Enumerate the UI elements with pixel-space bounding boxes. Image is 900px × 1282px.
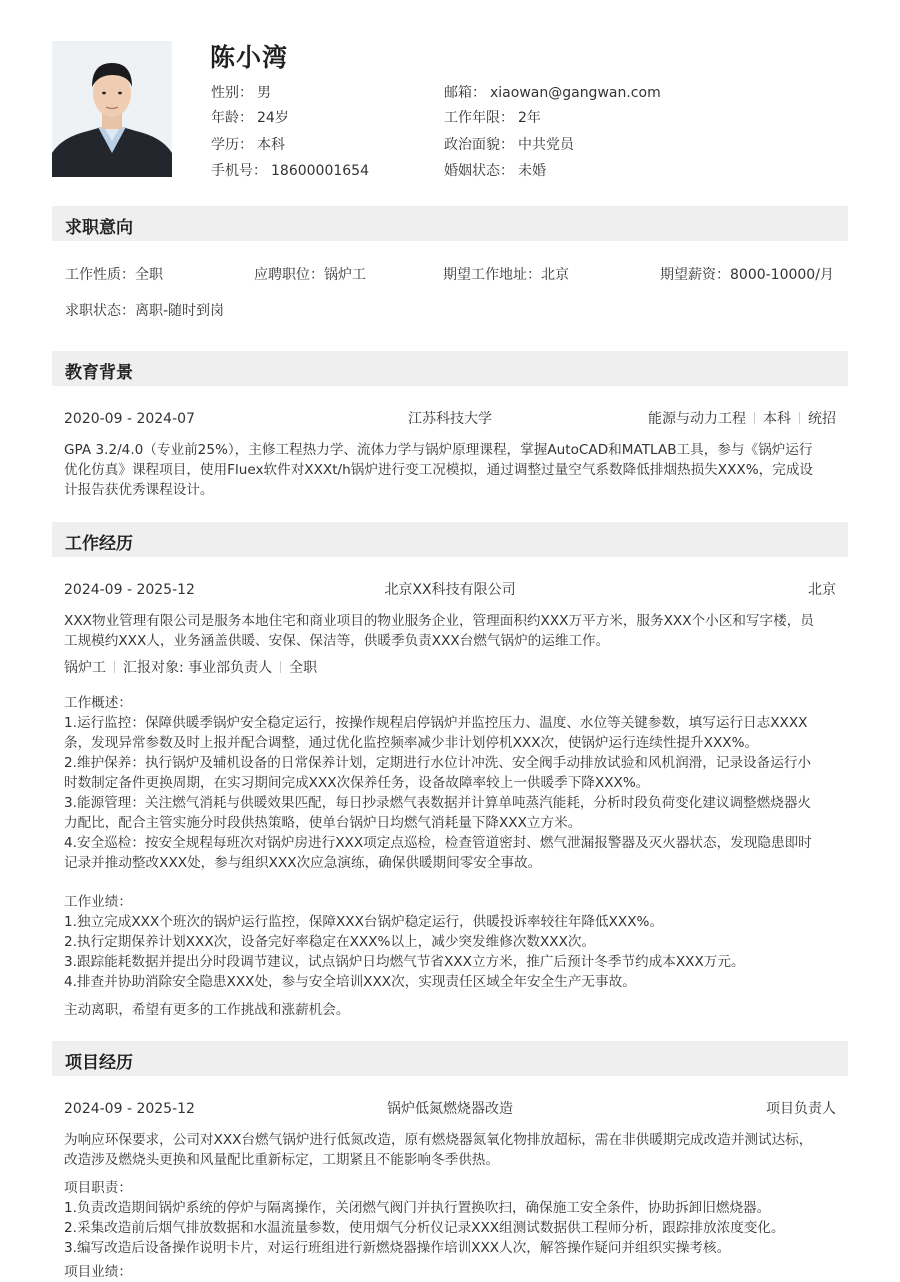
candidate-name: 陈小湾 (210, 43, 289, 72)
work-city: 北京 (808, 582, 836, 598)
info-marital-status: 婚姻状态： 未婚 (444, 163, 546, 179)
info-education: 学历： 本科 (211, 137, 285, 153)
section-project-header (52, 1041, 848, 1076)
education-school: 江苏科技大学 (408, 411, 492, 427)
work-company-intro: XXX物业管理有限公司是服务本地住宅和商业项目的物业服务企业，管理面积约XXX万平方米，服务XXX个小区和写字楼，员 工规模约XXX人，业务涵盖供暖、安保、保洁等，供暖季负责XXX台燃气锅炉的运维工作。 (64, 613, 814, 649)
project-period: 2024-09 - 2025-12 (64, 1101, 195, 1117)
intention-job-type: 工作性质：全职 (65, 267, 163, 283)
info-political-status: 政治面貌： 中共党员 (444, 137, 574, 153)
intention-status: 求职状态：离职-随时到岗 (65, 303, 225, 319)
project-role: 项目负责人 (766, 1101, 836, 1117)
work-achievements: 工作业绩： 1.独立完成XXX个班次的锅炉运行监控，保障XXX台锅炉稳定运行，供暖投诉率较往年降低XXX%。 2.执行定期保养计划XXX次，设备完好率稳定在XXX%以上，减少突发维修次数XXX次。 3.跟踪能耗数据并提出分时段调节建议，试点锅炉日均燃气节省XXX立方米，推广后预计冬季节约成本XXX万元。 4.排查并协助消除安全隐患XXX处，参与安全培训XXX次，实现责任区域全年安全生产无事故。 (64, 894, 745, 990)
section-title: 项目经历 (65, 1053, 133, 1073)
project-intro: 为响应环保要求，公司对XXX台燃气锅炉进行低氮改造，原有燃烧器氮氧化物排放超标，需在非供暖期完成改造并测试达标， 改造涉及燃烧头更换和风量配比重新标定，工期紧且不能影响冬季供热。 (64, 1132, 813, 1168)
info-email: 邮箱： xiaowan@gangwan.com (444, 85, 661, 101)
info-age: 年龄： 24岁 (211, 110, 289, 126)
info-work-years: 工作年限： 2年 (444, 110, 541, 126)
education-period: 2020-09 - 2024-07 (64, 411, 195, 427)
project-results-label: 项目业绩： (64, 1264, 132, 1280)
intention-position: 应聘职位：锅炉工 (254, 267, 366, 283)
intention-salary: 期望薪资：8000-10000/月 (660, 267, 834, 283)
work-overview: 工作概述： 1.运行监控：保障供暖季锅炉安全稳定运行，按操作规程启停锅炉并监控压力、温度、水位等关键参数，填写运行日志XXXX 条，发现异常参数及时上报并配合调整，通过优化监控频率减少非计划停机XXX次，使锅炉运行连续性提升XXX%。 2.维护保养：执行锅炉及辅机设备的日常保养计划，定期进行水位计冲洗、安全阀手动排放试验和风机润滑，记录设备运行小 时数制定备件更换周期，在实习期间完成XXX次保养任务，设备故障率较上一供暖季下降XXX%。 3.能源管理：关注燃气消耗与供暖效果匹配，每日抄录燃气表数据并计算单吨蒸汽能耗，分析时段负荷变化建议调整燃烧器火 力配比，配合主管实施分时段供热策略，使单台锅炉日均燃气消耗量下降XXX立方米。 4.安全巡检：按安全规程每班次对锅炉房进行XXX项定点巡检，检查管道密封、燃气泄漏报警器及灭火器状态，发现隐患即时 记录并推动整改XXX处，参与组织XXX次应急演练，确保供暖期间零安全事故。 (64, 695, 812, 871)
section-title: 工作经历 (65, 534, 133, 554)
avatar (52, 41, 172, 177)
section-title: 求职意向 (65, 218, 133, 238)
education-description: GPA 3.2/4.0（专业前25%），主修工程热力学、流体力学与锅炉原理课程，掌握AutoCAD和MATLAB工具，参与《锅炉运行 优化仿真》课程项目，使用Fluex软件对XXXt/h锅炉进行变工况模拟，通过调整过量空气系数降低排烟热损失XXX%，完成设 计报告获优秀课程设计。 (64, 442, 814, 498)
intention-location: 期望工作地址：北京 (443, 267, 569, 283)
section-work-header (52, 522, 848, 557)
work-period: 2024-09 - 2025-12 (64, 582, 195, 598)
work-tags: 锅炉工 汇报对象: 事业部负责人 全职 (64, 660, 318, 676)
project-duties: 项目职责： 1.负责改造期间锅炉系统的停炉与隔离操作，关闭燃气阀门并执行置换吹扫，确保施工安全条件，协助拆卸旧燃烧器。 2.采集改造前后烟气排放数据和水温流量参数，使用烟气分析仪记录XXX组测试数据供工程师分析，跟踪排放浓度变化。 3.编写改造后设备操作说明卡片，对运行班组进行新燃烧器操作培训XXX人次，解答操作疑问并组织实操考核。 (64, 1180, 785, 1256)
info-gender: 性别： 男 (211, 85, 271, 101)
project-name: 锅炉低氮燃烧器改造 (387, 1101, 513, 1117)
section-education-header (52, 351, 848, 386)
section-title: 教育背景 (65, 363, 133, 383)
person-photo-icon (52, 41, 172, 177)
work-company: 北京XX科技有限公司 (384, 582, 516, 598)
work-leave-reason: 主动离职，希望有更多的工作挑战和涨薪机会。 (64, 1002, 350, 1018)
section-intention-header (52, 206, 848, 241)
education-tags: 能源与动力工程 本科 统招 (648, 411, 836, 427)
info-phone: 手机号： 18600001654 (211, 163, 369, 179)
